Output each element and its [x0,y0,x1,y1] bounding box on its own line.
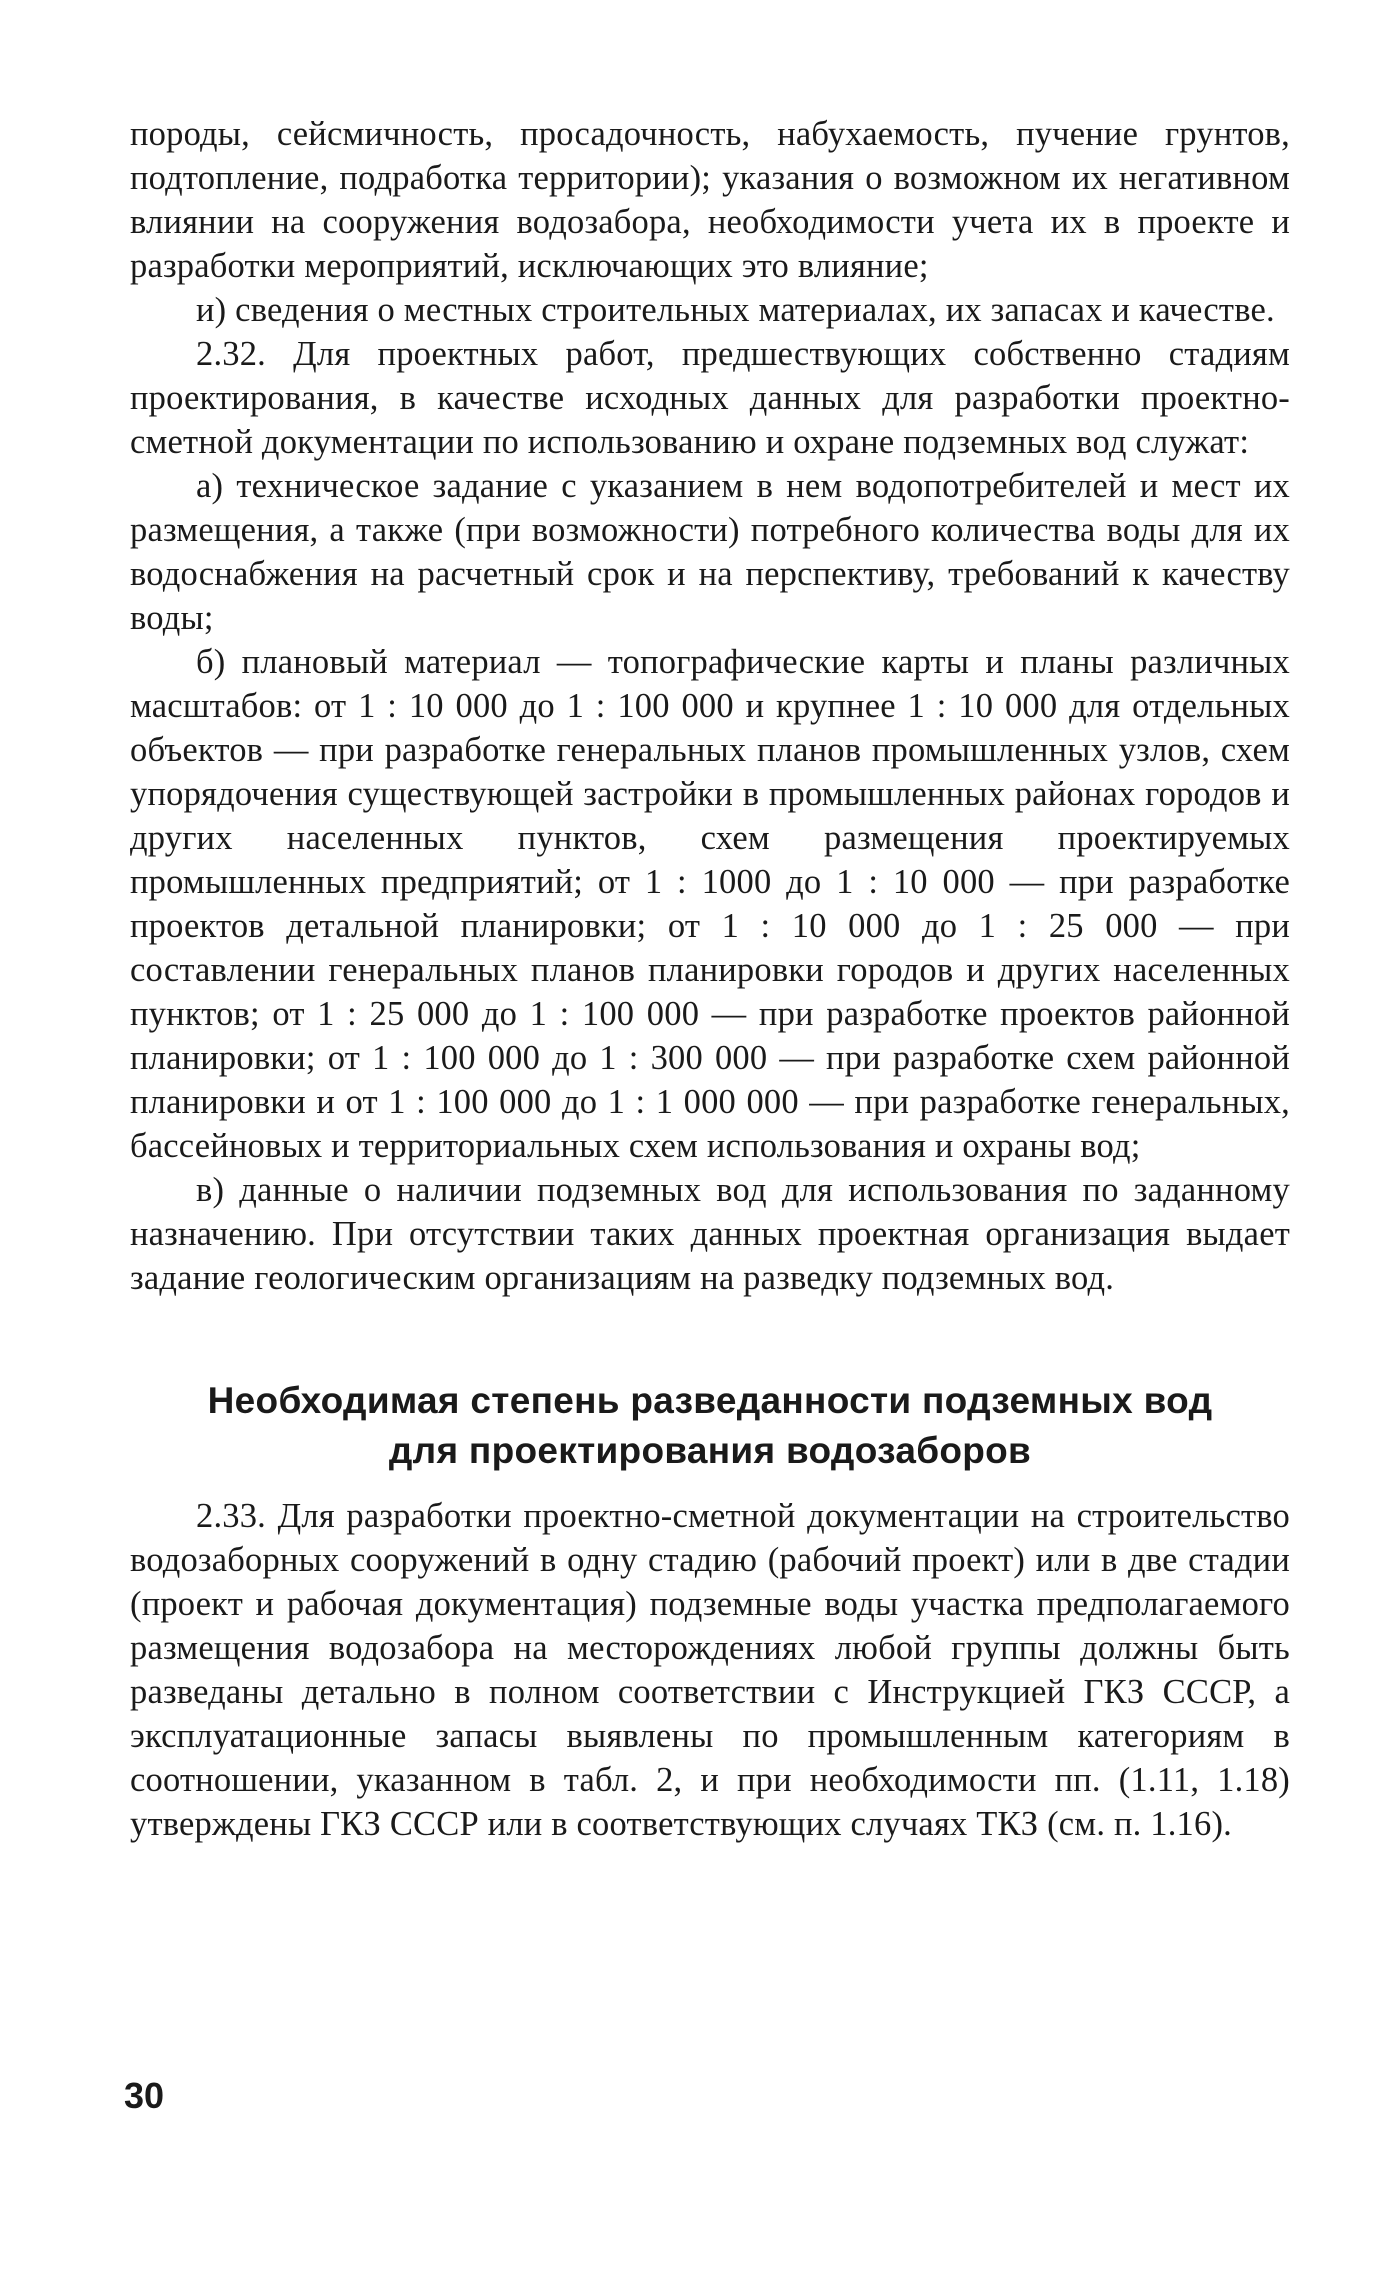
paragraph-2-32: 2.32. Для проектных работ, предшествующих собственно стадиям проектирования, в качестве исходных данных для разработки проектно-сметной документации по использованию и охране подземных вод служат: [130,335,1290,461]
paragraph-item-v: в) данные о наличии подземных вод для использования по заданному назначению. При отсутствии таких данных проектная организация выдает задание геологическим организациям на разведку подземных вод. [130,1171,1290,1297]
paragraph-item-b: б) плановый материал — топографические карты и планы различных масштабов: от 1 : 10 000 до 1 : 100 000 и крупнее 1 : 10 000 для отдельных объектов — при разработке генеральных планов промышленных узлов, схем упорядочения существующей застройки в промышленных районах городов и других населенных пунктов, схем размещения проектируемых промышленных предприятий; от 1 : 1000 до 1 : 10 000 — при разработке проектов детальной планировки; от 1 : 10 000 до 1 : 25 000 — при составлении генеральных планов планировки городов и других населенных пунктов; от 1 : 25 000 до 1 : 100 000 — при разработке проектов районной планировки; от 1 : 100 000 до 1 : 300 000 — при разработке схем районной планировки и от 1 : 100 000 до 1 : 1 000 000 — при разработке генеральных, бассейновых и территориальных схем использования и охраны вод; [130,643,1290,1165]
section-heading-line-2: для проектирования водозаборов [388,1430,1032,1471]
section-heading [130,1376,1290,1476]
paragraph-continuation: породы, сейсмичность, просадочность, набухаемость, пучение грунтов, подтопление, подработка территории); указания о возможном их негативном влиянии на сооружения водозабора, необходимости учета их в проекте и разработки мероприятий, исключающих это влияние; [130,115,1290,285]
paragraph-2-33: 2.33. Для разработки проектно-сметной документации на строительство водозаборных сооружений в одну стадию (рабочий проект) или в две стадии (проект и рабочая документация) подземные воды участка предполагаемого размещения водозабора на месторождениях любой группы должны быть разведаны детально в полном соответствии с Инструкцией ГКЗ СССР, а эксплуатационные запасы выявлены по промышленным категориям в соотношении, указанном в табл. 2, и при необходимости пп. (1.11, 1.18) утверждены ГКЗ СССР или в соответствующих случаях ТКЗ (см. п. 1.16). [130,1497,1290,1843]
paragraph-item-a: а) техническое задание с указанием в нем водопотребителей и мест их размещения, а также (при возможности) потребного количества воды для их водоснабжения на расчетный срок и на перспективу, требований к качеству воды; [130,467,1290,637]
section-heading-line-1: Необходимая степень разведанности подземных вод [207,1380,1213,1421]
page-body [130,112,1290,1846]
page-number: 30 [124,2075,165,2116]
paragraph-item-i: и) сведения о местных строительных материалах, их запасах и качестве. [196,291,1275,329]
